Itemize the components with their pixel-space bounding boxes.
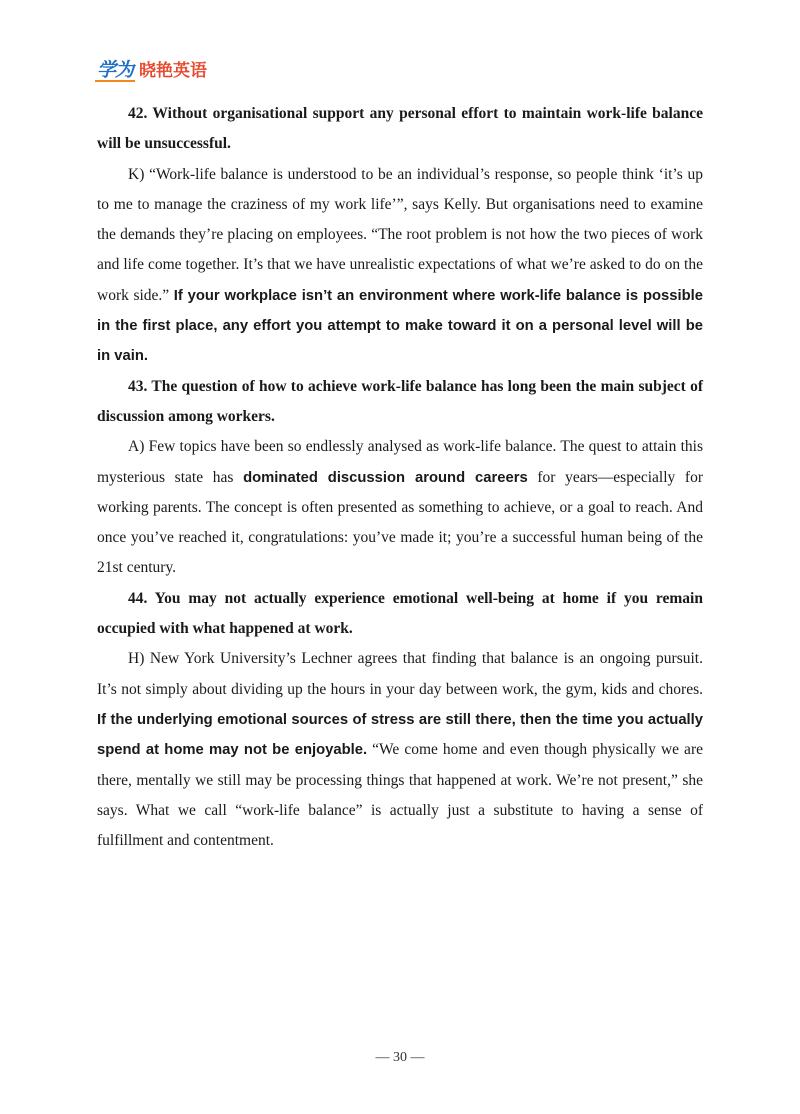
question-44: 44. You may not actually experience emotional well-being at home if you remain occupied with what happened at work. — [97, 589, 703, 638]
passage-a — [97, 432, 703, 583]
question-43: 43. The question of how to achieve work-life balance has long been the main subject of discussion among workers. — [97, 377, 703, 425]
logo-text: 晓艳英语 — [139, 61, 208, 81]
passage-text: K) “Work-life balance is understood to be an individual’s response, so people think ‘it’s up to me to manage the craziness of my work life’”, says Kelly. But organisations need to examine the demands they’re placing on employees. “The root problem is not how the two pieces of work and life come together. It’s that we have unrealistic expectations of what we’re asked to do on the work side.” — [97, 165, 703, 304]
passage-highlight: If your workplace isn’t an environment where work-life balance is possible in the first place, any effort you attempt to make toward it on a personal level will be in vain. — [97, 287, 703, 365]
question-42: 42. Without organisational support any personal effort to maintain work-life balance will be unsuccessful. — [97, 105, 703, 153]
passage-k — [97, 160, 703, 372]
passage-h — [97, 644, 703, 856]
page-number: — 30 — — [375, 1050, 425, 1065]
passage-highlight: dominated discussion around careers — [243, 469, 528, 486]
passage-text: “We come home and even though physically we are there, mentally we still may be processing things that happened at work. We’re not present,” she says. What we call “work-life balance” is actually just a substitute to having a sense of fulfillment and contentment. — [97, 741, 703, 850]
passage-text: A) Few topics have been so endlessly analysed as work-life balance. The quest to attain this mysterious state has — [97, 438, 703, 486]
passage-text: H) New York University’s Lechner agrees that finding that balance is an ongoing pursuit. It’s not simply about dividing up the hours in your day between work, the gym, kids and chores. — [97, 650, 703, 698]
page-content — [97, 99, 703, 856]
logo-mark: 学为 — [97, 59, 134, 81]
passage-highlight: If the underlying emotional sources of stress are still there, then the time you actually spend at home may not be enjoyable. — [97, 711, 703, 759]
passage-text: for years—especially for working parents. The concept is often presented as something to achieve, or a goal to reach. And once you’ve reached it, congratulations: you’ve made it; you’re a successful human being of the 21st century. — [97, 468, 703, 577]
brand-logo — [95, 60, 207, 82]
